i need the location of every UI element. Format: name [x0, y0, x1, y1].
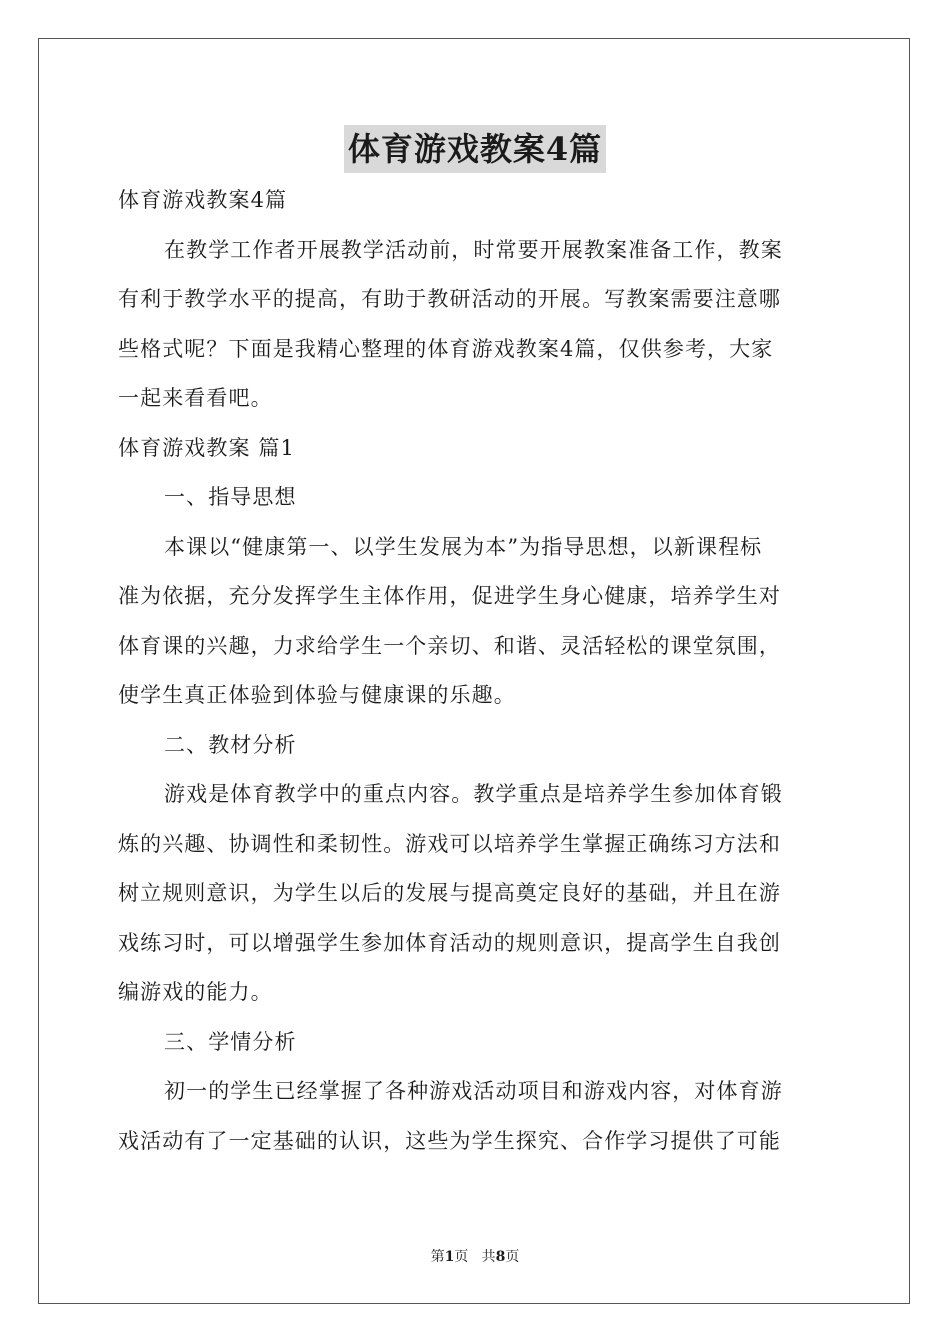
text-line: 体育游戏教案4篇 — [118, 188, 288, 212]
text-line: 初一的学生已经掌握了各种游戏活动项目和游戏内容，对体育游 — [164, 1079, 783, 1103]
text-line: 戏活动有了一定基础的认识，这些为学生探究、合作学习提供了可能 — [118, 1128, 781, 1153]
text-line: 有利于教学水平的提高，有助于教研活动的开展。写教案需要注意哪 — [118, 287, 781, 311]
footer-page-number: 1 — [444, 1249, 455, 1265]
document-body — [118, 176, 832, 1166]
footer-total-pages: 8 — [495, 1249, 506, 1265]
text-line: 二、教材分析 — [164, 732, 297, 757]
text-line: 使学生真正体验到体验与健康课的乐趣。 — [118, 683, 516, 707]
footer-total-prefix: 共 — [481, 1249, 496, 1265]
text-line: 编游戏的能力。 — [118, 980, 273, 1004]
text-line: 一、指导思想 — [164, 485, 297, 509]
footer-prefix: 第 — [430, 1249, 445, 1265]
text-line: 准为依据，充分发挥学生主体作用，促进学生身心健康，培养学生对 — [118, 584, 781, 608]
footer-total-suffix: 页 — [505, 1249, 520, 1265]
footer-page-suffix: 页 — [454, 1249, 469, 1265]
text-line: 三、学情分析 — [164, 1029, 297, 1054]
document-title: 体育游戏教案4篇 — [344, 125, 606, 173]
text-line: 树立规则意识，为学生以后的发展与提高奠定良好的基础，并且在游 — [118, 881, 781, 905]
text-line: 游戏是体育教学中的重点内容。教学重点是培养学生参加体育锻 — [164, 782, 783, 806]
text-line: 在教学工作者开展教学活动前，时常要开展教案准备工作，教案 — [164, 237, 783, 262]
document-title-container — [0, 125, 950, 173]
text-line: 些格式呢？下面是我精心整理的体育游戏教案4篇，仅供参考，大家 — [118, 336, 774, 361]
text-line: 一起来看看吧。 — [118, 386, 273, 410]
text-line: 体育游戏教案 篇1 — [118, 435, 295, 460]
text-line: 炼的兴趣、协调性和柔韧性。游戏可以培养学生掌握正确练习方法和 — [118, 831, 781, 856]
text-line: 本课以“健康第一、以学生发展为本”为指导思想，以新课程标 — [164, 534, 763, 559]
page-footer — [0, 1246, 950, 1266]
text-line: 戏练习时，可以增强学生参加体育活动的规则意识，提高学生自我创 — [118, 930, 781, 955]
text-line: 体育课的兴趣，力求给学生一个亲切、和谐、灵活轻松的课堂氛围， — [118, 633, 781, 658]
